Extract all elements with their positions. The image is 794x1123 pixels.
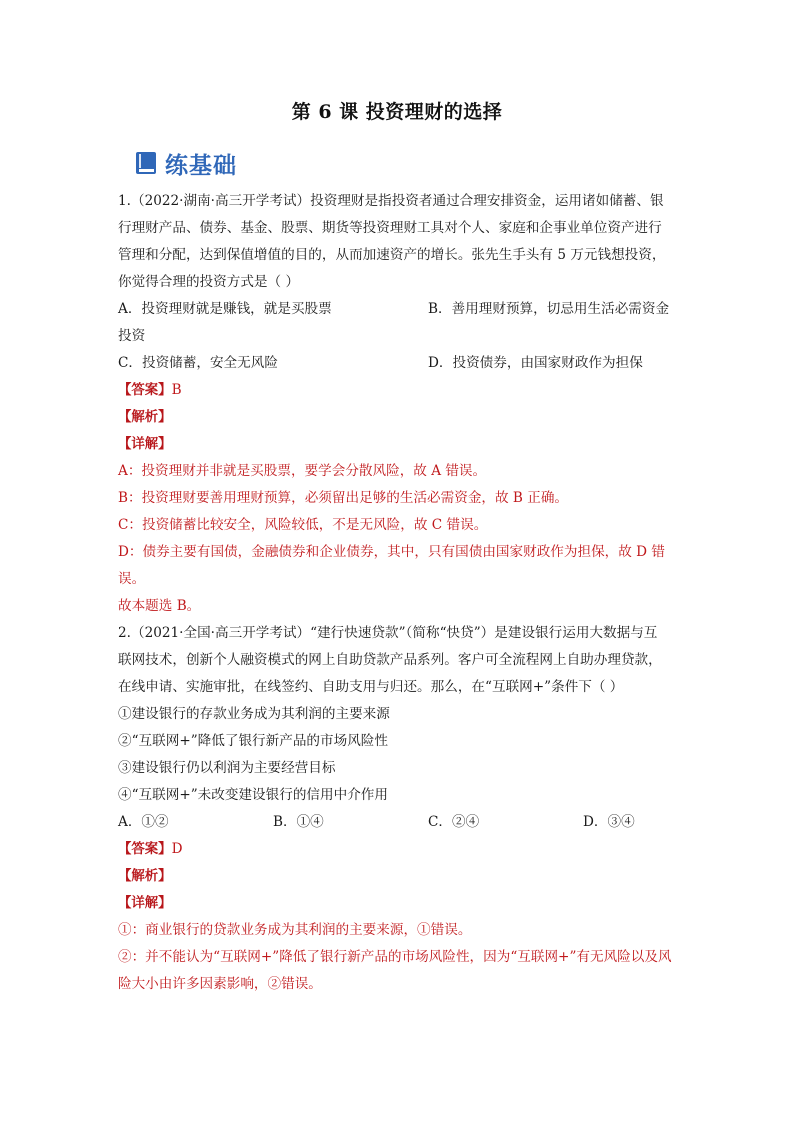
option-c: C．投资储蓄，安全无风险 (118, 355, 278, 371)
answer-label: 【答案】 (118, 842, 172, 857)
answer-line (118, 836, 678, 863)
option-d: D．投资债券，由国家财政作为担保 (428, 355, 643, 371)
detail-text: ①：商业银行的贷款业务成为其利润的主要来源，①错误。 (118, 922, 472, 938)
question-1 (118, 188, 678, 620)
content (118, 188, 678, 998)
options-row (118, 296, 678, 323)
question-stem-line: 行理财产品、债券、基金、股票、期货等投资理财工具对个人、家庭和企事业单位资产进行 (118, 220, 662, 236)
question-stem-line: 在线申请、实施审批，在线签约、自助支用与归还。那么，在“互联网+”条件下（ ） (118, 679, 624, 695)
question-stem-line: 1.（2022·湖南·高三开学考试）投资理财是指投资者通过合理安排资金，运用诸如储蓄、银 (118, 193, 664, 209)
detail-text: C：投资储蓄比较安全，风险较低，不是无风险，故 C 错误。 (118, 517, 488, 533)
options-row (118, 350, 678, 377)
option-b-continued: 投资 (118, 328, 146, 344)
detail-text: 误。 (118, 571, 146, 587)
section-header (135, 146, 237, 180)
answer-label: 【答案】 (118, 383, 172, 398)
analysis-line (118, 404, 678, 431)
detail-label: 【详解】 (118, 896, 172, 911)
detail-label: 【详解】 (118, 437, 172, 452)
option-d: D．③④ (583, 814, 635, 830)
statement: ③建设银行仍以利润为主要经营目标 (118, 760, 336, 776)
statement: ④“互联网+”未改变建设银行的信用中介作用 (118, 787, 388, 803)
option-b: B．①④ (273, 814, 324, 830)
page-title: 第 6 课 投资理财的选择 (291, 101, 503, 123)
detail-text: 险大小由许多因素影响，②错误。 (118, 976, 322, 992)
conclusion-text: 故本题选 B。 (118, 598, 201, 614)
question-stem-line: 管理和分配，达到保值增值的目的，从而加速资产的增长。张先生手头有 5 万元钱想投资， (118, 247, 666, 263)
detail-line (118, 890, 678, 917)
options-row (118, 809, 678, 836)
section-label: 练基础 (165, 152, 237, 179)
detail-text: ②：并不能认为“互联网+”降低了银行新产品的市场风险性，因为“互联网+”有无风险以及风 (118, 949, 672, 965)
book-icon (135, 151, 157, 175)
question-stem-line: 联网技术，创新个人融资模式的网上自助贷款产品系列。客户可全流程网上自助办理贷款， (118, 652, 662, 668)
analysis-line (118, 863, 678, 890)
option-b: B．善用理财预算，切忌用生活必需资金 (428, 301, 670, 317)
detail-line (118, 431, 678, 458)
statement: ①建设银行的存款业务成为其利润的主要来源 (118, 706, 390, 722)
option-c: C．②④ (428, 814, 480, 830)
detail-text: A：投资理财并非就是买股票，要学会分散风险，故 A 错误。 (118, 463, 487, 479)
question-stem-line: 你觉得合理的投资方式是（ ） (118, 274, 300, 290)
question-2 (118, 620, 678, 998)
analysis-label: 【解析】 (118, 410, 172, 425)
statement: ②“互联网+”降低了银行新产品的市场风险性 (118, 733, 388, 749)
option-a: A．投资理财就是赚钱，就是买股票 (118, 301, 332, 317)
detail-text: B：投资理财要善用理财预算，必须留出足够的生活必需资金，故 B 正确。 (118, 490, 569, 506)
answer-line (118, 377, 678, 404)
detail-text: D：债券主要有国债，金融债券和企业债券，其中，只有国债由国家财政作为担保，故 D 错 (118, 544, 665, 560)
analysis-label: 【解析】 (118, 869, 172, 884)
question-stem-line: 2.（2021·全国·高三开学考试）“建行快速贷款”（简称“快贷”）是建设银行运用大数据与互 (118, 625, 658, 641)
answer-value: B (171, 382, 182, 398)
option-a: A．①② (118, 814, 169, 830)
answer-value: D (171, 841, 183, 857)
